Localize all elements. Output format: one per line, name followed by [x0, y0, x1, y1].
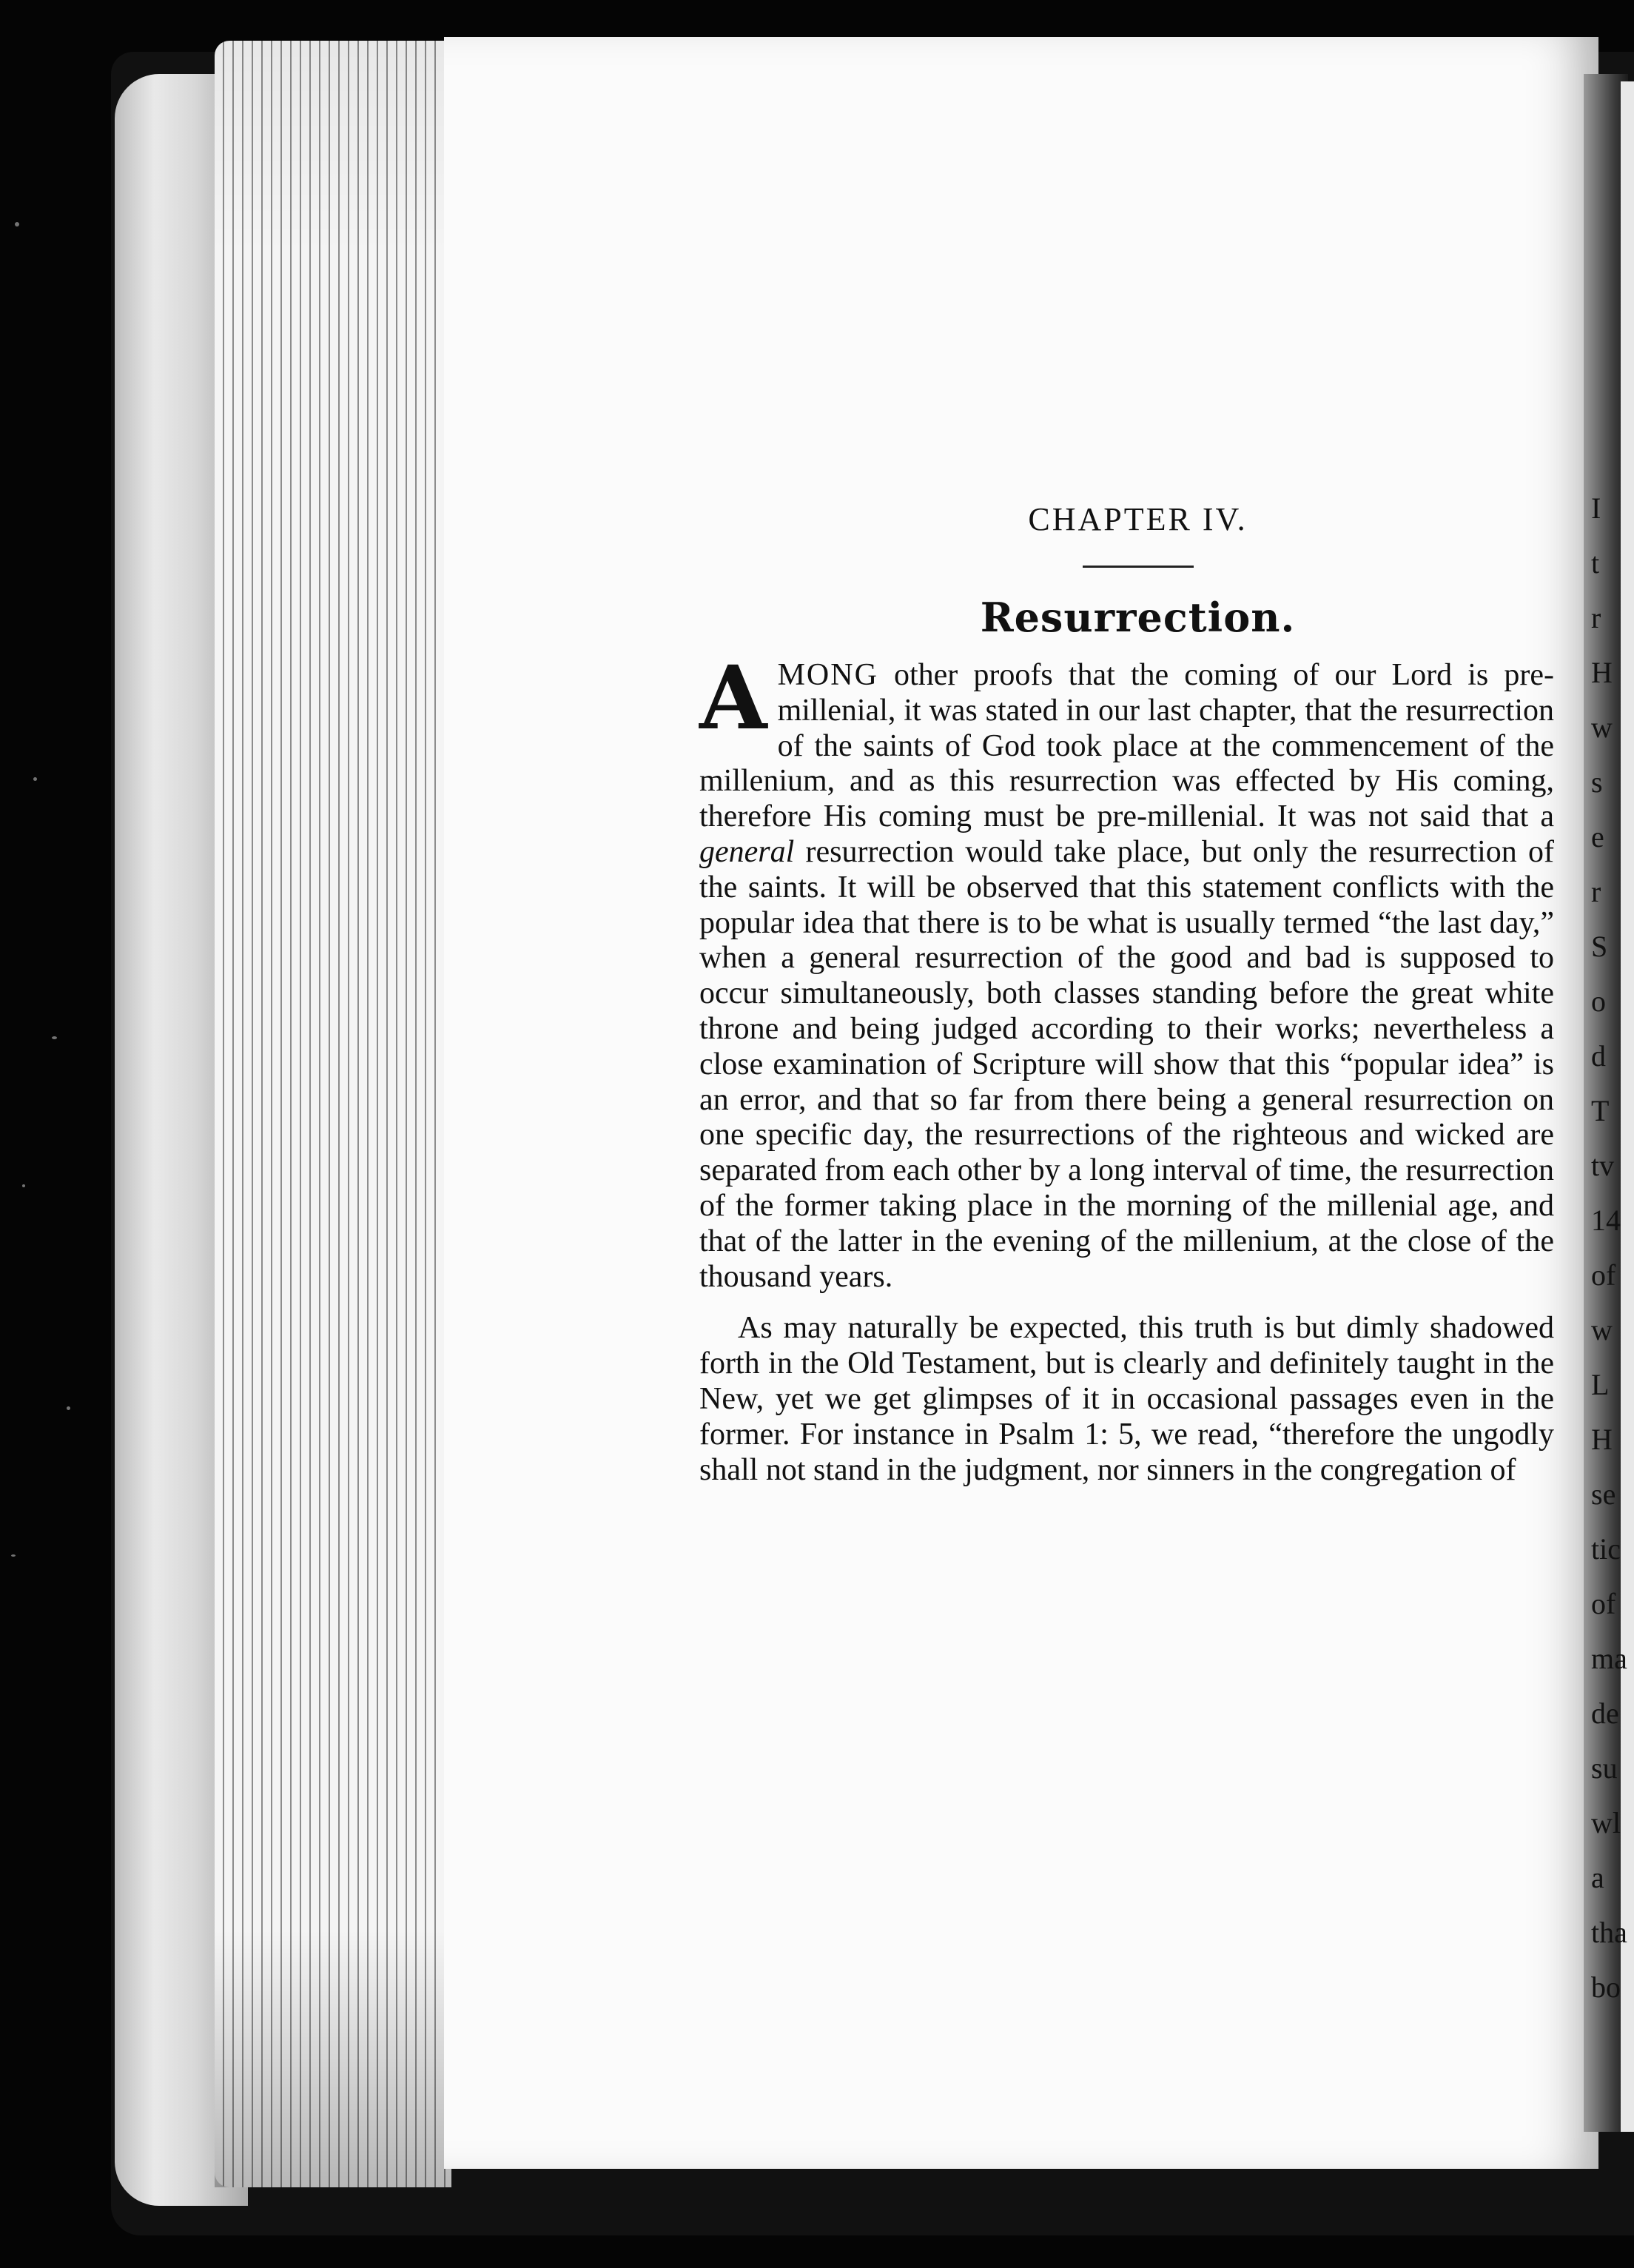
facing-page-fragment: of: [1591, 1258, 1616, 1292]
scan-speck: [33, 777, 37, 781]
facing-page-fragments: [1591, 481, 1634, 2147]
drop-cap: A: [699, 646, 767, 749]
facing-page-fragment: bo: [1591, 1970, 1621, 2004]
facing-page-fragment: se: [1591, 1477, 1616, 1511]
facing-page-fragment: o: [1591, 984, 1606, 1018]
facing-page-fragment: s: [1591, 765, 1603, 799]
facing-page-fragment: H: [1591, 656, 1613, 689]
paragraph-2: As may naturally be expected, this truth is but dimly shadowed forth in the Old Testament, but is clearly and definitely taught in the New, yet we get glimpses of it in occasional passages even in the former. For instance in Psalm 1: 5, we read, “therefore the ungodly shall not stand in the judgment, nor sinners in the congregation of: [699, 1311, 1554, 1487]
facing-page-fragment: wl: [1591, 1806, 1621, 1839]
scan-speck: [15, 222, 19, 227]
facing-page-fragment: su: [1591, 1751, 1618, 1785]
page-text: [699, 503, 1554, 1488]
first-word-rest: MONG: [777, 658, 878, 692]
facing-page-fragment: w: [1591, 711, 1613, 744]
paragraph-1-text-b: resurrection would take place, but only the resurrection of the saints. It will be observed that this statement conflicts with the popular idea that there is to be what is usually termed “the last day,” when a general resurrection of the good and bad is supposed to occur simultaneously, both classes standing before the great white throne and being judged according to their works; nevertheless a close examination of Scripture will show that this “popular idea” is an error, and that so far from there being a general resurrection on one specific day, the resurrections of the righteous and wicked are separated from each other by a long interval of time, the resurrection of the former taking place in the morning of the millenial age, and that of the latter in the evening of the millenium, at the close of the thousand years.: [699, 834, 1554, 1294]
scan-speck: [22, 1184, 25, 1187]
facing-page-fragment: ma: [1591, 1642, 1627, 1675]
facing-page-fragment: T: [1591, 1094, 1610, 1127]
facing-page-fragment: tha: [1591, 1916, 1627, 1949]
facing-page-fragment: t: [1591, 546, 1600, 580]
facing-page-fragment: de: [1591, 1697, 1619, 1730]
page-edges-shade: [215, 41, 451, 2187]
facing-page-fragment: S: [1591, 930, 1608, 963]
scan-speck: [52, 1036, 57, 1039]
facing-page-fragment: d: [1591, 1039, 1606, 1073]
facing-page-fragment: tv: [1591, 1149, 1615, 1182]
facing-page-fragment: L: [1591, 1368, 1610, 1401]
paragraph-1-italic: general: [699, 834, 795, 869]
facing-page-fragment: r: [1591, 601, 1601, 634]
facing-page-fragment: 14: [1591, 1204, 1621, 1237]
paragraph-1: [699, 646, 1554, 1295]
facing-page-fragment: a: [1591, 1861, 1604, 1894]
chapter-heading: CHAPTER IV.: [1028, 501, 1248, 537]
facing-page-fragment: w: [1591, 1313, 1613, 1346]
chapter-title: Resurrection.: [980, 594, 1296, 641]
scan-speck: [67, 1406, 70, 1410]
facing-page-fragment: tic: [1591, 1532, 1621, 1566]
facing-page-fragment: I: [1591, 491, 1601, 525]
facing-page-fragment: r: [1591, 875, 1601, 908]
paragraph-1-text-a: other proofs that the coming of our Lord is pre-millenial, it was stated in our last chapter, that the resurrection of the saints of God took place at the commencement of the millenium, and as this resurrection was effected by His coming, therefore His coming must be pre-millenial. It was not said that a: [699, 658, 1554, 834]
scan-speck: [11, 1554, 16, 1557]
facing-page-fragment: of: [1591, 1587, 1616, 1620]
facing-page-fragment: e: [1591, 820, 1604, 853]
facing-page-fragment: H: [1591, 1423, 1613, 1456]
heading-rule: [1083, 566, 1194, 568]
